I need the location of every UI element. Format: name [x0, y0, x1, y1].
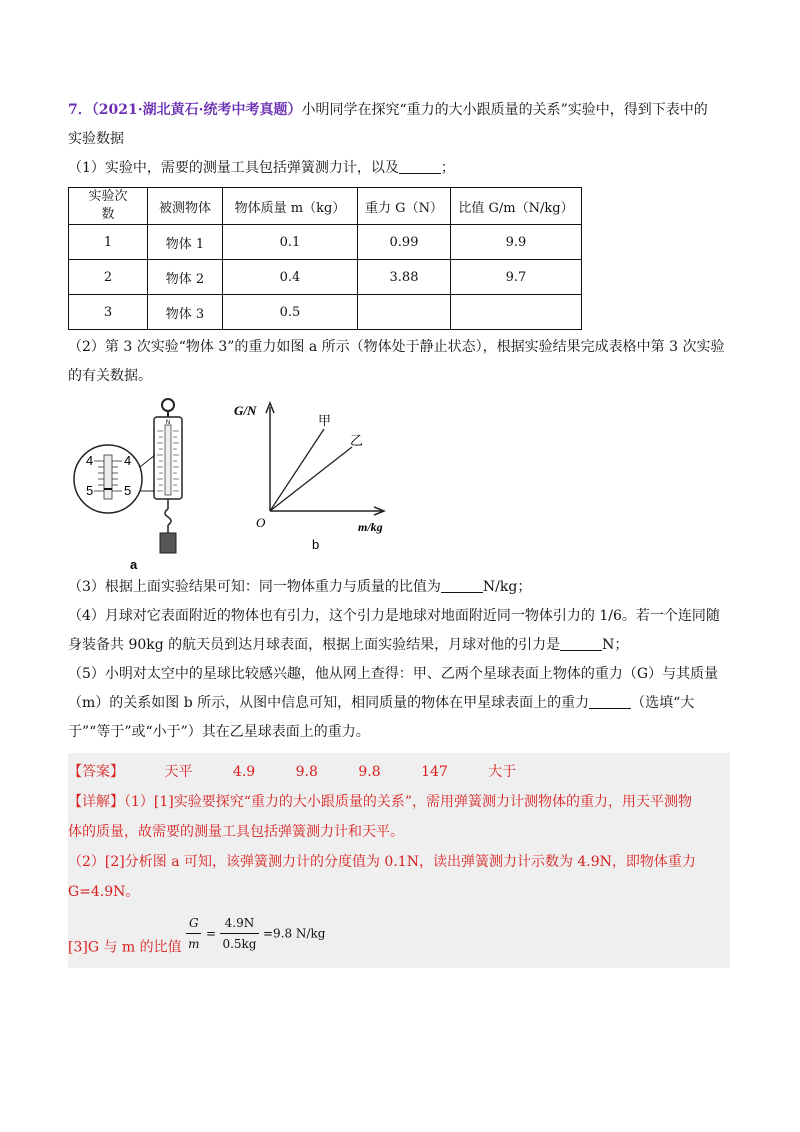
figure-a-caption: a — [130, 557, 138, 572]
part-5-line-3: 于”“等于”或“小于”）其在乙星球表面上的重力。 — [68, 724, 370, 740]
answer-value: 147 — [421, 764, 448, 780]
fraction-values: $\frac{4.9N}{0.5kg}$ — [220, 913, 258, 954]
part-5-text: （m）的关系如图 b 所示，从图中信息可知，相同质量的物体在甲星球表面上的重力 — [68, 695, 590, 711]
table-header-cell: 物体质量 m（kg） — [223, 188, 358, 225]
weight-block — [160, 533, 176, 553]
part-5-line-2 — [68, 689, 730, 718]
detail-3: [3]G 与 m 的比值 $\frac{G}{m}$ = $\frac{4.9N}{0.5kg}$ =9.8 N/kg — [68, 913, 730, 958]
figure-a-spring-scale — [68, 391, 408, 573]
table-header-cell: 比值 G/m（N/kg） — [451, 188, 582, 225]
table-header-row — [69, 188, 582, 225]
hook-icon — [165, 509, 171, 525]
detail-text: （1）[1]实验要探究“重力的大小跟质量的关系”，需用弹簧测力计测物体的重力，用天平测物 — [124, 794, 693, 810]
answer-value: 9.8 — [295, 764, 318, 780]
origin-label: O — [256, 515, 266, 530]
table-header-cell: 被测物体 — [148, 188, 223, 225]
header-col1-line1: 实验次 — [88, 189, 128, 204]
part-4-text: 身装备共 90kg 的航天员到达月球表面，根据上面实验结果，月球对他的引力是 — [68, 637, 561, 653]
answer-value: 大于 — [488, 764, 517, 780]
table-cell: 9.7 — [451, 260, 582, 295]
part-5-choice: （选填“大 — [631, 695, 695, 711]
question-intro — [68, 96, 730, 125]
table-row — [69, 260, 582, 295]
answer-label: 【答案】 — [68, 764, 124, 780]
scale-ring-icon — [162, 399, 174, 411]
table-cell: 物体 1 — [148, 225, 223, 260]
answer-blank-4[interactable] — [560, 636, 602, 651]
question-page — [68, 96, 730, 968]
detail-1a — [68, 787, 730, 817]
zoom-label: 5 — [86, 483, 94, 498]
zoom-label: 4 — [86, 453, 94, 468]
part-3-unit: N/kg； — [482, 579, 532, 595]
figures — [68, 391, 730, 573]
table-cell: 3 — [69, 295, 148, 330]
line-jia-label: 甲 — [318, 414, 332, 429]
intro-text-2: 实验数据 — [68, 131, 124, 147]
part-1-text: （1）实验中，需要的测量工具包括弹簧测力计，以及 — [68, 160, 399, 176]
answer-value: 天平 — [164, 764, 193, 780]
table-cell: 3.88 — [358, 260, 451, 295]
header-col1-line2: 数 — [101, 207, 115, 222]
detail-3-prefix: [3]G 与 m 的比值 — [68, 939, 182, 956]
answer-value: 9.8 — [358, 764, 381, 780]
table-cell[interactable] — [358, 295, 451, 330]
zoom-label: 5 — [124, 483, 132, 498]
fraction-g-over-m: $\frac{G}{m}$ — [186, 913, 201, 954]
detail-label: 【详解】 — [68, 794, 124, 810]
detail-1b: 体的质量，故需要的测量工具包括弹簧测力计和天平。 — [68, 824, 404, 840]
question-source: （2021·湖北黄石·统考中考真题） — [91, 102, 302, 118]
part-3-text: （3）根据上面实验结果可知：同一物体重力与质量的比值为 — [68, 579, 441, 595]
fraction-result: =9.8 N/kg — [262, 926, 326, 941]
figure-b-caption: b — [312, 537, 320, 552]
line-jia — [270, 429, 324, 511]
part-4-unit: N； — [602, 637, 629, 653]
part-2-line-2: 的有关数据。 — [68, 368, 152, 384]
y-axis-label: G/N — [234, 403, 257, 418]
part-1 — [68, 154, 730, 183]
part-1-end: ； — [440, 160, 455, 176]
line-yi — [270, 447, 352, 511]
table-cell: 物体 3 — [148, 295, 223, 330]
answer-blank-5[interactable] — [589, 694, 631, 709]
table-cell: 物体 2 — [148, 260, 223, 295]
table-cell: 9.9 — [451, 225, 582, 260]
answer-value: 4.9 — [232, 764, 256, 780]
intro-text: 小明同学在探究“重力的大小跟质量的关系”实验中，得到下表中的 — [301, 102, 708, 118]
part-2-line-1: （2）第 3 次实验“物体 3”的重力如图 a 所示（物体处于静止状态），根据实验结果完成表格中第 3 次实验 — [68, 339, 725, 355]
question-number: 7． — [68, 102, 92, 118]
part-4-line-2 — [68, 631, 730, 660]
x-axis-label: m/kg — [358, 520, 383, 534]
detail-2a: （2）[2]分析图 a 可知，该弹簧测力计的分度值为 0.1N，读出弹簧测力计示数为 4.9N，即物体重力 — [68, 854, 696, 870]
answer-blank-3[interactable] — [441, 578, 483, 593]
table-cell: 0.99 — [358, 225, 451, 260]
table-cell: 0.5 — [223, 295, 358, 330]
answer-line — [68, 757, 730, 787]
part-4-line-1: （4）月球对它表面附近的物体也有引力，这个引力是地球对地面附近同一物体引力的 1/6。若一个连同随 — [68, 608, 720, 624]
answer-box — [68, 753, 730, 968]
answer-blank-1[interactable] — [399, 159, 441, 174]
table-cell: 0.4 — [223, 260, 358, 295]
table-row — [69, 295, 582, 330]
scale-unit-label: N — [165, 420, 171, 426]
table-row — [69, 225, 582, 260]
data-table — [68, 187, 582, 330]
zoom-label: 4 — [124, 453, 132, 468]
part-3 — [68, 573, 730, 602]
part-5-line-1: （5）小明对太空中的星球比较感兴趣，他从网上查得：甲、乙两个星球表面上物体的重力（G）与其质量 — [68, 666, 719, 682]
line-yi-label: 乙 — [350, 434, 364, 449]
table-header-cell — [69, 188, 148, 225]
table-cell[interactable] — [451, 295, 582, 330]
table-cell: 2 — [69, 260, 148, 295]
table-cell: 1 — [69, 225, 148, 260]
detail-2b: G=4.9N。 — [68, 884, 140, 900]
figure-b-graph — [234, 403, 384, 552]
table-header-cell: 重力 G（N） — [358, 188, 451, 225]
table-cell: 0.1 — [223, 225, 358, 260]
